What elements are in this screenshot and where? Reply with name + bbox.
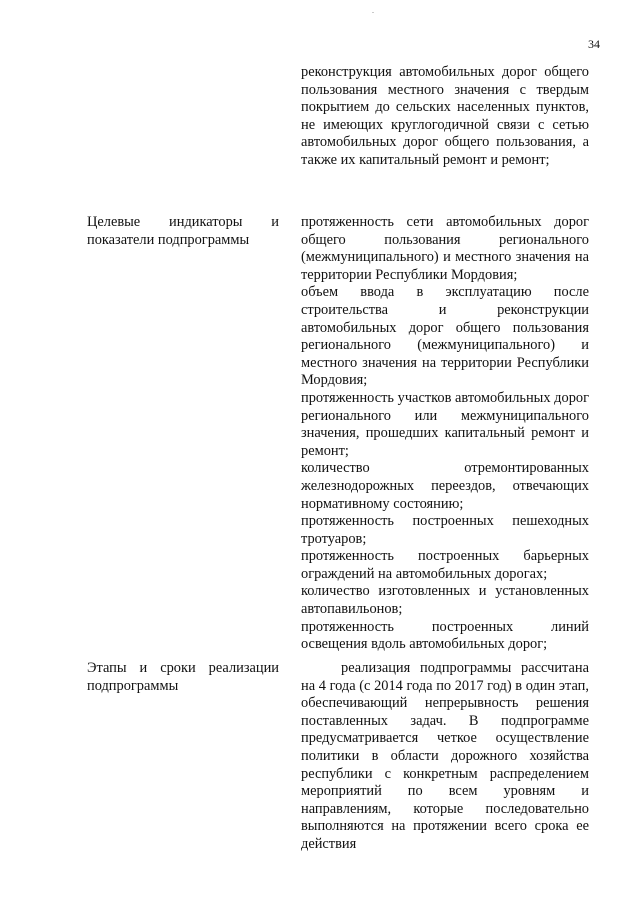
continuation-paragraph: реконструкция автомобильных дорог общего пользования местного значения с твердым покрытием до сельских населенных пунктов, не имеющих круглогодичной связи с сетью автомобильных дорог общего пользования, а также их капитальный ремонт и ремонт;	[301, 64, 589, 168]
stages-label: Этапы и сроки реализации подпрограммы	[87, 660, 279, 694]
indicators-label: Целевые индикаторы и показатели подпрограммы	[87, 214, 279, 248]
stages-text	[301, 660, 589, 854]
indicator-item: протяженность сети автомобильных дорог общего пользования регионального (межмуниципального) и местного значения на территории Республики Мордовия;	[301, 214, 589, 283]
indicators-list	[301, 214, 589, 654]
indicator-item: объем ввода в эксплуатацию после строительства и реконструкции автомобильных дорог общего пользования регионального (межмуниципального) и местного значения на территории Республики Мордовия;	[301, 284, 589, 389]
continuation-text	[301, 64, 589, 170]
indicator-item: количество изготовленных и установленных автопавильонов;	[301, 583, 589, 618]
indicator-item: протяженность построенных пешеходных тротуаров;	[301, 513, 589, 547]
indicator-item: протяженность построенных линий освещения вдоль автомобильных дорог;	[301, 618, 589, 653]
indicator-item: протяженность участков автомобильных дорог регионального или межмуниципального значения, прошедших капитальный ремонт и ремонт;	[301, 389, 589, 459]
top-mark: .	[372, 6, 374, 15]
stages-paragraph: реализация подпрограммы рассчитана на 4 года (с 2014 года по 2017 год) в один этап, обеспечивающий непрерывность решения поставленных задач. В подпрограмме предусматривается четкое осуществление политики в области дорожного хозяйства республики с конкретным распределением мероприятий по всем уровням и направлениям, которые последовательно выполняются на протяжении всего срока ее действия	[301, 660, 589, 852]
indicator-item: количество отремонтированных железнодорожных переездов, отвечающих нормативному состоянию;	[301, 460, 589, 512]
page-number: 34	[588, 37, 600, 51]
indicator-item: протяженность построенных барьерных ограждений на автомобильных дорогах;	[301, 548, 589, 582]
